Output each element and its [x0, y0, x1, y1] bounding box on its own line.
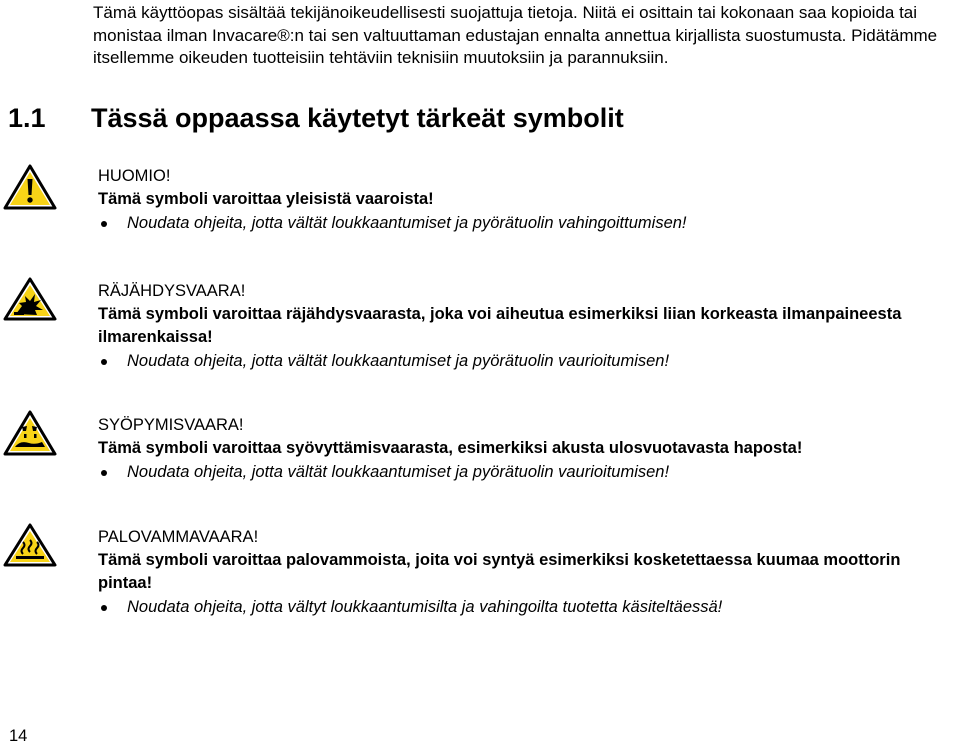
- symbol-description: Tämä symboli varoittaa syövyttämisvaarasta, esimerkiksi akusta ulosvuotavasta haposta!: [98, 439, 803, 457]
- symbol-instruction: Noudata ohjeita, jotta vältyt loukkaantumisilta ja vahingoilta tuotetta käsiteltäessä!: [98, 595, 953, 619]
- corrosive-hazard-icon: [2, 409, 58, 457]
- intro-paragraph: Tämä käyttöopas sisältää tekijänoikeudellisesti suojattuja tietoja. Niitä ei osittain tai kokonaan saa kopioida tai monistaa ilman Invacare®:n tai sen valtuuttaman edustajan ennalta annettua kirjallista suostumusta. Pidätämme itsellemme oikeuden tuotteisiin tehtäviin teknisiin muutoksiin ja parannuksiin.: [93, 3, 938, 67]
- section-title: Tässä oppaassa käytetyt tärkeät symbolit: [91, 103, 624, 133]
- symbol-block-general: [98, 164, 953, 235]
- bullet-icon: [101, 221, 107, 227]
- symbol-block-hot-surface: [98, 525, 953, 619]
- section-number: 1.1: [8, 103, 46, 133]
- section-heading: [8, 100, 624, 136]
- symbol-title: RÄJÄHDYSVAARA!: [98, 282, 246, 300]
- symbol-title: HUOMIO!: [98, 167, 171, 185]
- symbol-description: Tämä symboli varoittaa räjähdysvaarasta, joka voi aiheutua esimerkiksi liian korkeasta ilmanpaineesta ilmarenkaissa!: [98, 305, 902, 346]
- symbol-title: SYÖPYMISVAARA!: [98, 416, 244, 434]
- hot-surface-icon: [2, 522, 58, 568]
- symbol-instruction: Noudata ohjeita, jotta vältät loukkaantumiset ja pyörätuolin vahingoittumisen!: [98, 211, 953, 235]
- symbol-description: Tämä symboli varoittaa palovammoista, joita voi syntyä esimerkiksi kosketettaessa kuumaa moottorin pintaa!: [98, 551, 901, 592]
- symbol-instruction: Noudata ohjeita, jotta vältät loukkaantumiset ja pyörätuolin vaurioitumisen!: [98, 349, 953, 373]
- bullet-icon: [101, 470, 107, 476]
- symbol-description: Tämä symboli varoittaa yleisistä vaaroista!: [98, 190, 434, 208]
- explosion-hazard-icon: [2, 276, 58, 322]
- warning-triangle-icon: [2, 163, 58, 211]
- symbol-title: PALOVAMMAVAARA!: [98, 528, 259, 546]
- symbol-instruction: Noudata ohjeita, jotta vältät loukkaantumiset ja pyörätuolin vaurioitumisen!: [98, 460, 953, 484]
- symbol-block-corrosive: [98, 413, 953, 484]
- symbol-block-explosion: [98, 279, 953, 373]
- bullet-icon: [101, 359, 107, 365]
- bullet-icon: [101, 605, 107, 611]
- page-number: 14: [9, 727, 28, 745]
